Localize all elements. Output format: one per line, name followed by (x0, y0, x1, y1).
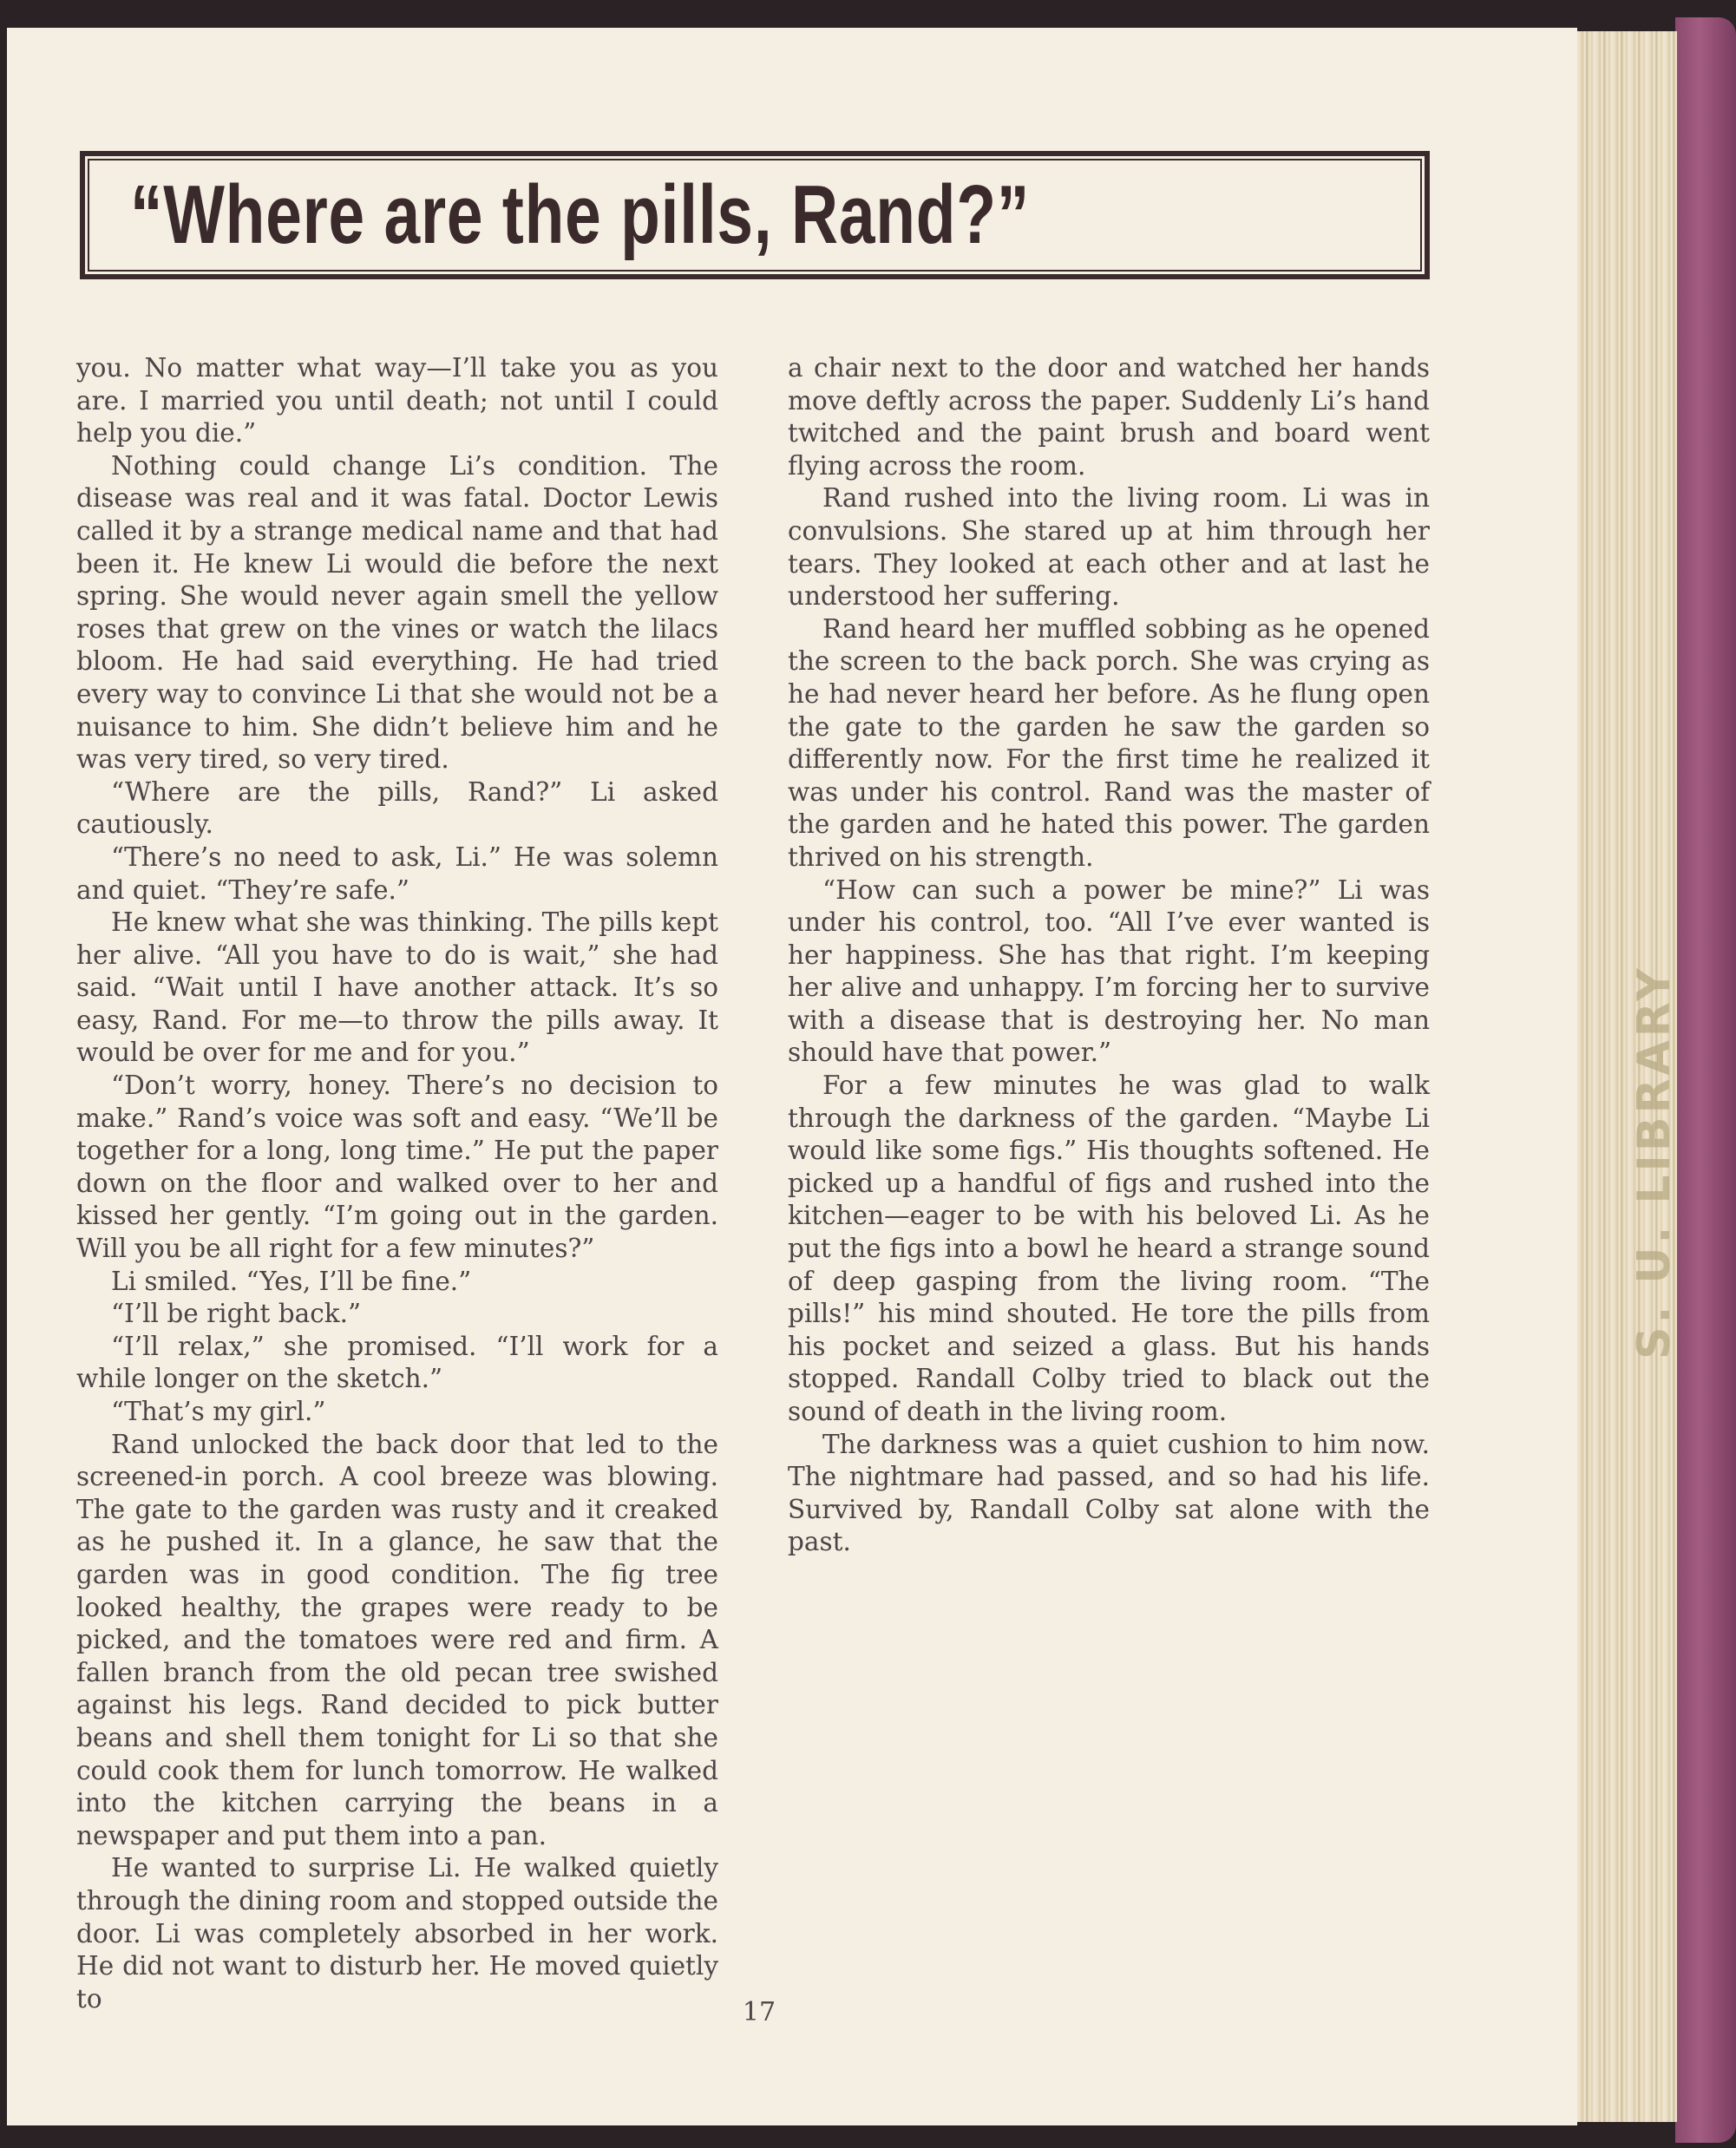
paragraph: “Don’t worry, honey. There’s no decision to make.” Rand’s voice was soft and easy. “We’ll be together for a long, long time.” He put the paper down on the floor and walked over to her and kissed her gently. “I’m going out in the garden. Will you be all right for a few minutes?” (76, 1071, 718, 1264)
paragraph: Rand unlocked the back door that led to the screened-in porch. A cool breeze was blowing. The gate to the garden was rusty and it creaked as he pushed it. In a glance, he saw that the garden was in good condition. The fig tree looked healthy, the grapes were ready to be picked, and the tomatoes were red and firm. A fallen branch from the old pecan tree swished against his legs. Rand decided to pick butter beans and shell them tonight for Li so that she could cook them for lunch tomorrow. He walked into the kitchen carrying the beans in a newspaper and put them into a pan. (76, 1429, 718, 1850)
paragraph: Li smiled. “Yes, I’ll be fine.” (111, 1266, 472, 1296)
page-title: “Where are the pills, Rand?” (130, 168, 1031, 261)
paragraph: “There’s no need to ask, Li.” He was solemn and quiet. “They’re safe.” (76, 842, 718, 905)
book-cover-edge (1675, 17, 1736, 2143)
paragraph: “I’ll be right back.” (111, 1299, 362, 1329)
paragraph: you. No matter what way—I’ll take you as you are. I married you until death; not until I could help you die.” (76, 353, 718, 449)
paragraph: He wanted to surprise Li. He walked quietly through the dining room and stopped outside the door. Li was completely absorbed in her work. He did not want to disturb her. He moved quietly to (76, 1853, 718, 2014)
paragraph: “I’ll relax,” she promised. “I’ll work for a while longer on the sketch.” (76, 1331, 718, 1394)
paragraph: “That’s my girl.” (111, 1397, 326, 1426)
page-number: 17 (742, 1997, 776, 2027)
library-stamp: S. U. LIBRARY (1628, 965, 1680, 1360)
paragraph: The darkness was a quiet cushion to him now. The nightmare had passed, and so had his life. Survived by, Randall Colby sat alone with the past. (788, 1429, 1430, 1557)
paragraph: Rand heard her muffled sobbing as he opened the screen to the back porch. She was crying as he had never heard her before. As he flung open the gate to the garden he saw the garden so differently now. For the first time he realized it was under his control. Rand was the master of the garden and he hated this power. The garden thrived on his strength. (788, 613, 1430, 872)
paragraph: “Where are the pills, Rand?” Li asked cautiously. (76, 776, 718, 840)
paragraph: Nothing could change Li’s condition. The disease was real and it was fatal. Doctor Lewis called it by a strange medical name and that had been it. He knew Li would die before the next spring. She would never again smell the yellow roses that grew on the vines or watch the lilacs bloom. He had said everything. He had tried every way to convince Li that she would not be a nuisance to him. She didn’t believe him and he was very tired, so very tired. (76, 450, 718, 775)
paragraph: He knew what she was thinking. The pills kept her alive. “All you have to do is wait,” she had said. “Wait until I have another attack. It’s so easy, Rand. For me—to throw the pills away. It would be over for me and for you.” (76, 907, 718, 1068)
right-column (788, 352, 1430, 1559)
title-box (80, 151, 1430, 279)
left-column (76, 352, 718, 2015)
paragraph: “How can such a power be mine?” Li was under his control, too. “All I’ve ever wanted is her happiness. She has that right. I’m keeping her alive and unhappy. I’m forcing her to survive with a disease that is destroying her. No man should have that power.” (788, 874, 1430, 1068)
paragraph: Rand rushed into the living room. Li was in convulsions. She stared up at him through her tears. They looked at each other and at last he understood her suffering. (788, 483, 1430, 612)
paragraph: a chair next to the door and watched her hands move deftly across the paper. Suddenly Li’s hand twitched and the paint brush and board went flying across the room. (788, 353, 1430, 481)
paragraph: For a few minutes he was glad to walk through the darkness of the garden. “Maybe Li would like some figs.” His thoughts softened. He picked up a handful of figs and rushed into the kitchen—eager to be with his beloved Li. As he put the figs into a bowl he heard a strange sound of deep gasping from the living room. “The pills!” his mind shouted. He tore the pills from his pocket and seized a glass. But his hands stopped. Randall Colby tried to black out the sound of death in the living room. (788, 1071, 1430, 1426)
